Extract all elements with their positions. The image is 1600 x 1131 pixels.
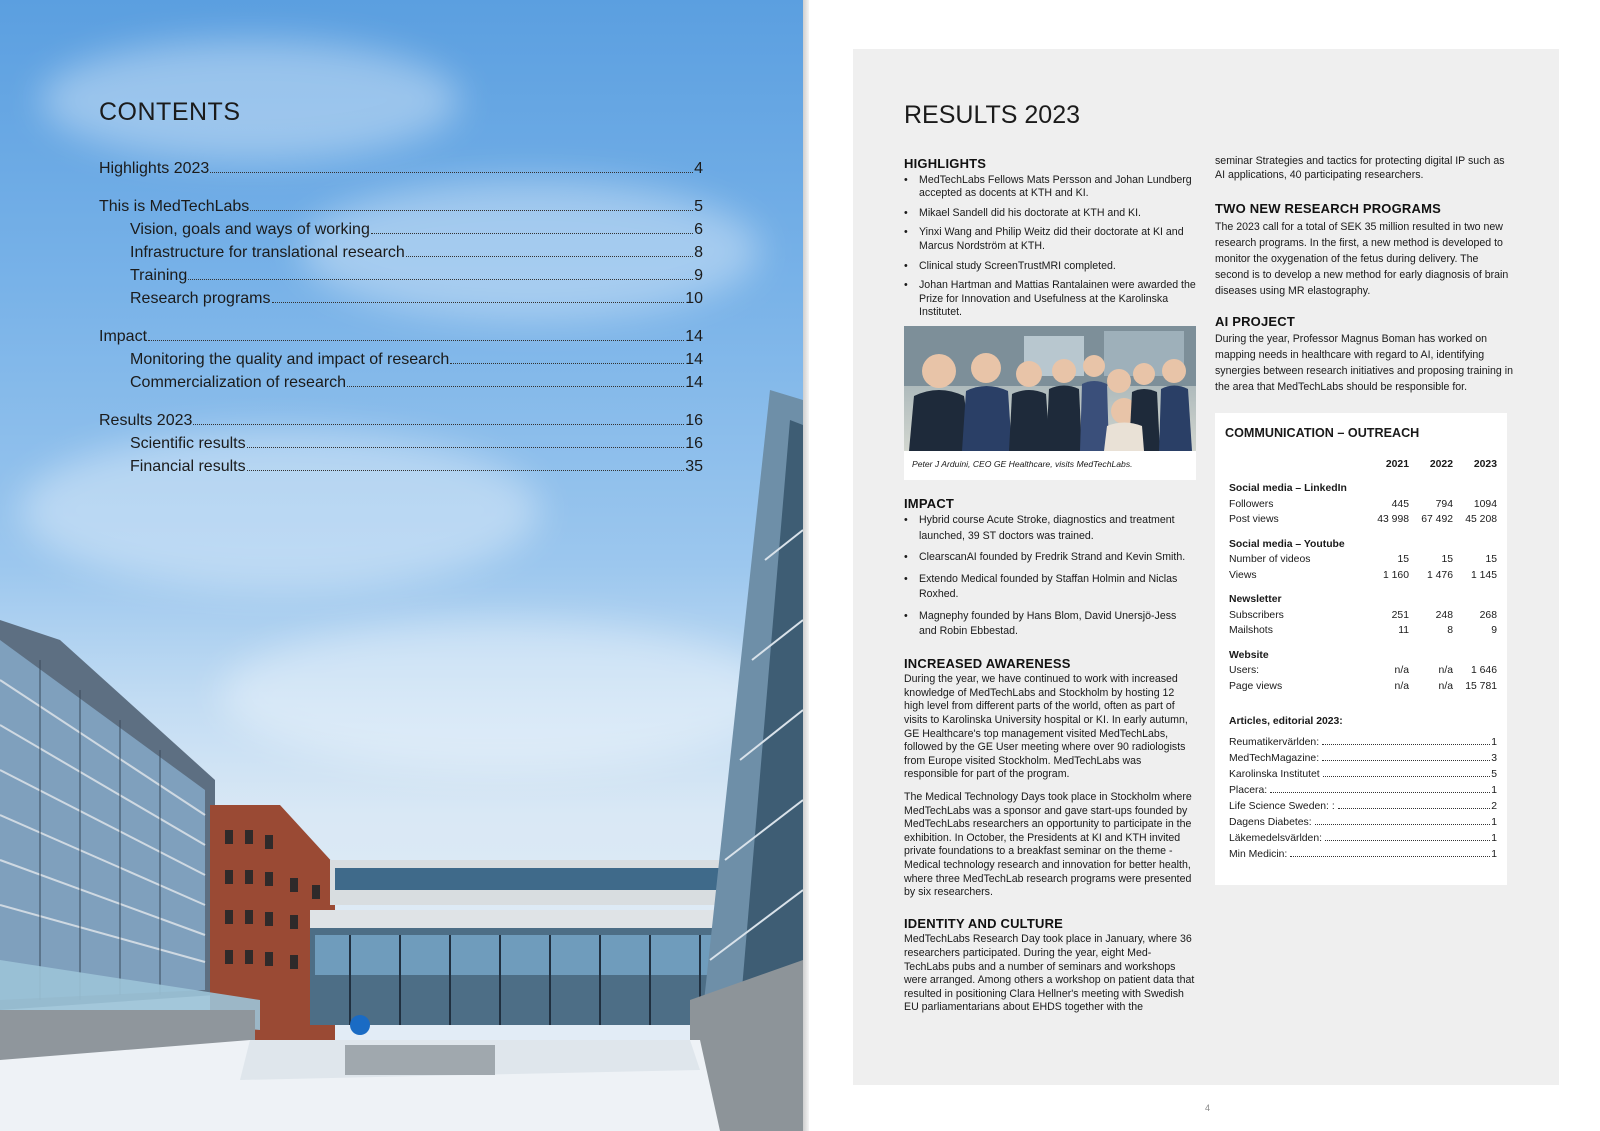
article-row [1225,767,1497,783]
page-number: 4 [1205,1103,1211,1113]
section-name: Social media – Youtube [1229,538,1345,550]
toc-entry-page: 16 [685,412,703,429]
awareness-heading: INCREASED AWARENESS [904,655,1071,671]
toc-entry-label: Financial results [130,458,246,475]
cell-value: 43 998 [1377,514,1409,526]
cell-value: 15 [1485,554,1497,566]
highlights-list [904,174,1196,320]
toc-entry-label: Commercialization of research [130,374,347,391]
cell-value: 9 [1491,625,1497,637]
article-count: 2 [1491,801,1497,813]
article-row [1225,783,1497,799]
leader-dots [1290,856,1490,857]
contents-title: CONTENTS [99,98,241,126]
toc-entry-label: Scientific results [130,435,246,452]
row-label: Views [1229,569,1257,581]
highlights-heading: HIGHLIGHTS [904,156,987,171]
toc-entry-page: 4 [694,160,703,177]
table-row [1225,679,1497,695]
section-name: Website [1229,649,1269,661]
table-section-row [1225,528,1497,553]
leader-dots [1338,808,1491,809]
table-section-row [1225,583,1497,608]
ai-paragraph: During the year, Professor Magnus Boman has worked on mapping needs in healthcare with regard to AI, identifying synergies between research initiatives and proposing training in the area that MedTechLabs should be responsible for. [1215,333,1513,394]
toc-entry[interactable] [99,435,703,458]
toc-entry-label: Results 2023 [99,412,193,429]
communication-title: COMMUNICATION – OUTREACH [1225,426,1420,441]
list-item: • Johan Hartman and Mattias Rantalainen were awarded the Prize for Innovation and Usefulness at the Karolinska Institutet. [919,279,1196,320]
toc-entry-page: 8 [694,244,703,261]
table-row [1225,608,1497,624]
article-count: 1 [1491,817,1497,829]
toc-leader-dots [247,470,685,471]
leader-dots [1323,776,1491,777]
toc-entry-label: Impact [99,328,148,345]
photo-caption: Peter J Arduini, CEO GE Healthcare, visits MedTechLabs. [904,451,1196,480]
cell-value: 1 476 [1426,569,1453,581]
group-photo [904,326,1196,451]
toc-leader-dots [450,363,684,364]
list-item: • Yinxi Wang and Philip Weitz did their doctorate at KI and Marcus Nordström at KTH. [919,226,1196,253]
group-photo-illustration [904,326,1196,451]
table-row [1225,512,1497,528]
article-count: 3 [1491,753,1497,765]
article-count: 1 [1491,849,1497,861]
toc-entry-page: 5 [694,198,703,215]
row-label: Post views [1229,514,1279,526]
toc-entry[interactable] [99,458,703,481]
table-header-row [1225,457,1497,473]
article-row [1225,799,1497,815]
articles-title: Articles, editorial 2023: [1229,716,1343,728]
article-row [1225,735,1497,751]
toc-leader-dots [272,302,685,303]
row-label: Users: [1229,665,1260,677]
table-section-row [1225,472,1497,497]
year-header: 2023 [1473,458,1497,470]
toc-entry-label: Monitoring the quality and impact of research [130,351,450,368]
toc-entry[interactable] [99,328,703,351]
awareness-paragraph-1: During the year, we have continued to work with increased knowledge of MedTechLabs and Stockholm by hosting 12 high level from different parts of the world, often as part of visits to Karolinska University hospital or KI. In early autumn, GE Healthcare's top management visited MedTechLabs, followed by the GE User meeting where over 90 radiologists from Europe visited Stockholm. MedTechLabs was responsible for part of the program. [904,673,1188,781]
toc-entry[interactable] [99,244,703,267]
toc-entry-page: 10 [685,290,703,307]
cell-value: 1094 [1473,498,1497,510]
toc-leader-dots [347,386,684,387]
article-count: 1 [1491,737,1497,749]
results-title: RESULTS 2023 [904,101,1081,129]
cell-value: 794 [1435,498,1453,510]
toc-entry[interactable] [99,412,703,435]
row-label: Followers [1229,498,1274,510]
ai-heading: AI PROJECT [1215,313,1296,329]
table-row [1225,663,1497,679]
toc-entry[interactable] [99,351,703,374]
cell-value: 11 [1398,625,1409,637]
article-outlet: Life Science Sweden: : [1229,801,1335,813]
page-spine [803,0,809,1131]
article-row [1225,815,1497,831]
article-outlet: Dagens Diabetes: [1229,817,1312,829]
toc-entry-label: Training [130,267,188,284]
article-count: 1 [1491,833,1497,845]
year-header: 2022 [1429,458,1453,470]
communication-box [1215,413,1507,885]
leader-dots [1322,744,1490,745]
year-header: 2021 [1385,458,1409,470]
toc-entry-label: This is MedTechLabs [99,198,250,215]
list-item: • Mikael Sandell did his doctorate at KTH and KI. [919,207,1196,221]
toc-entry-label: Vision, goals and ways of working [130,221,370,238]
toc-leader-dots [371,233,693,234]
cell-value: 248 [1435,609,1453,621]
cell-value: n/a [1394,680,1409,692]
impact-list [904,513,1196,640]
identity-paragraph: MedTechLabs Research Day took place in January, where 36 researchers participated. During the year, eight Med-TechLabs pubs and a number of seminars and workshops were arranged. Among others a workshop on patient data that resulted in positioning Clara Hellner's meeting with Swedish EU parliamentarians about EHDS together with the [904,933,1195,1014]
toc-entry[interactable] [99,290,703,313]
toc-entry-label: Highlights 2023 [99,160,210,177]
list-item: • MedTechLabs Fellows Mats Persson and Johan Lundberg accepted as docents at KTH and KI. [919,174,1196,201]
cell-value: 1 646 [1470,665,1497,677]
table-row [1225,497,1497,513]
toc-entry-page: 35 [685,458,703,475]
article-outlet: Min Medicin: [1229,849,1288,861]
cell-value: 67 492 [1421,514,1453,526]
section-name: Newsletter [1229,594,1282,606]
article-outlet: Placera: [1229,785,1268,797]
row-label: Number of videos [1229,554,1311,566]
identity-continued-paragraph: seminar Strategies and tactics for protecting digital IP such as AI applications, 40 participating researchers. [1215,155,1505,181]
cell-value: 8 [1447,625,1453,637]
list-item: • Magnephy founded by Hans Blom, David Unersjö-Jess and Robin Ebbestad. [919,609,1196,640]
article-count: 5 [1491,769,1497,781]
article-outlet: MedTechMagazine: [1229,753,1320,765]
cell-value: 1 145 [1470,569,1497,581]
leader-dots [1325,840,1490,841]
cell-value: n/a [1394,665,1409,677]
list-item: • Hybrid course Acute Stroke, diagnostics and treatment launched, 39 ST doctors was trained. [919,513,1196,544]
section-name: Social media – LinkedIn [1229,483,1347,495]
awareness-paragraph-2: The Medical Technology Days took place in Stockholm where MedTechLabs was a sponsor and gave start-ups founded by MedTechLabs researchers an opportunity to participate in the exhibition. In October, the Presidents at KI and KTH invited private foundations to a breakfast seminar on the theme - Medical technology research and innovation for better health, where three MedTechLab research programs were presented by six researchers. [904,790,1192,899]
article-count: 1 [1491,785,1497,797]
row-label: Page views [1229,680,1283,692]
leader-dots [1322,760,1490,761]
list-item: • ClearscanAI founded by Fredrik Strand and Kevin Smith. [919,550,1196,566]
article-outlet: Karolinska Institutet [1229,769,1320,781]
identity-heading: IDENTITY AND CULTURE [904,915,1064,931]
table-section-row [1225,639,1497,664]
toc-entry-label: Infrastructure for translational research [130,244,405,261]
article-row [1225,847,1497,863]
toc-entry-page: 6 [694,221,703,238]
cell-value: n/a [1438,665,1453,677]
list-item: • Clinical study ScreenTrustMRI completed. [919,260,1196,274]
toc-leader-dots [247,447,685,448]
row-label: Mailshots [1229,625,1273,637]
article-outlet: Reumatikervärlden: [1229,737,1320,749]
toc-leader-dots [250,210,693,211]
article-outlet: Läkemedelsvärlden: [1229,833,1322,845]
results-left-column [904,157,1196,1024]
cell-value: 15 [1397,554,1409,566]
cell-value: 268 [1479,609,1497,621]
table-of-contents [99,160,703,481]
table-row [1225,623,1497,639]
cell-value: 45 208 [1465,514,1497,526]
toc-leader-dots [148,340,684,341]
cell-value: 15 [1441,554,1453,566]
toc-entry[interactable] [99,160,703,183]
toc-entry[interactable] [99,374,703,397]
programs-paragraph: The 2023 call for a total of SEK 35 million resulted in two new research programs. In the first, a new method is developed to monitor the oxygenation of the fetus during delivery. The second is to develop a new method for early diagnosis of brain diseases using MR elastography. [1215,220,1509,297]
cell-value: n/a [1438,680,1453,692]
toc-entry-page: 16 [685,435,703,452]
toc-entry[interactable] [99,221,703,244]
toc-entry[interactable] [99,198,703,221]
article-row [1225,831,1497,847]
toc-leader-dots [210,172,693,173]
table-row [1225,568,1497,584]
results-right-column [1215,155,1513,885]
cell-value: 251 [1391,609,1409,621]
article-row [1225,751,1497,767]
leader-dots [1315,824,1491,825]
cell-value: 1 160 [1382,569,1409,581]
list-item: • Extendo Medical founded by Staffan Holmin and Niclas Roxhed. [919,572,1196,603]
toc-entry[interactable] [99,267,703,290]
toc-entry-page: 14 [685,328,703,345]
programs-heading: TWO NEW RESEARCH PROGRAMS [1215,201,1441,217]
toc-leader-dots [406,256,693,257]
toc-entry-label: Research programs [130,290,271,307]
cell-value: 15 781 [1465,680,1497,692]
toc-entry-page: 14 [685,351,703,368]
toc-entry-page: 9 [694,267,703,284]
row-label: Subscribers [1229,609,1284,621]
table-row [1225,552,1497,568]
communication-table [1225,457,1497,695]
cell-value: 445 [1391,498,1409,510]
toc-leader-dots [188,279,693,280]
impact-heading: IMPACT [904,495,955,511]
leader-dots [1270,792,1490,793]
toc-entry-page: 14 [685,374,703,391]
toc-leader-dots [193,424,684,425]
